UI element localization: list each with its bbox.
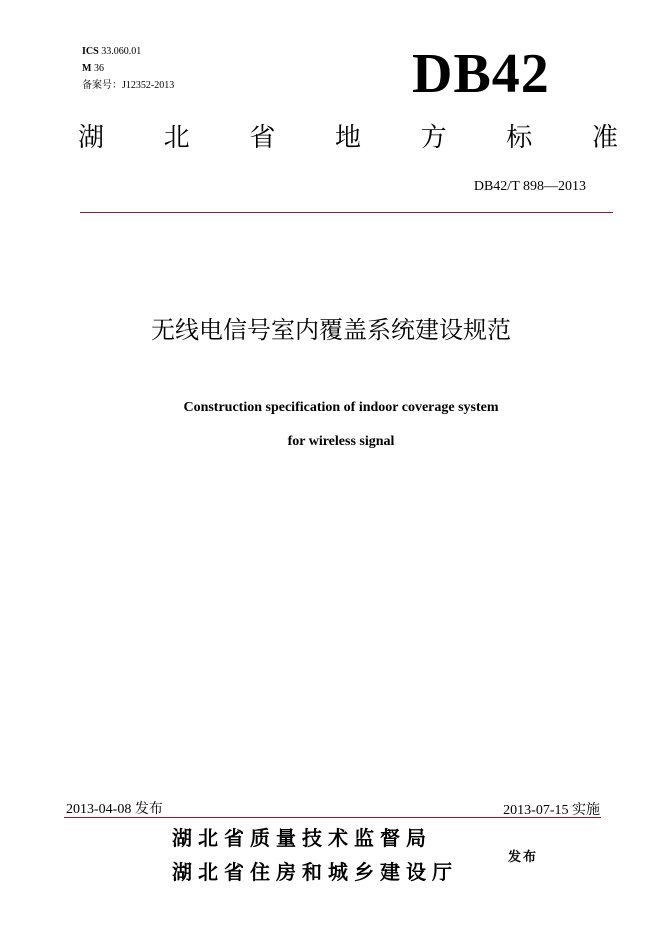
issue-date: 2013-04-08 发布 bbox=[66, 802, 163, 817]
standard-type bbox=[78, 118, 618, 158]
ccs-code bbox=[82, 60, 104, 77]
ccs-label: M bbox=[82, 63, 92, 74]
standard-type-char: 湖 bbox=[78, 123, 105, 153]
standard-number: DB42/T 898—2013 bbox=[473, 179, 586, 194]
standard-type-char: 地 bbox=[334, 123, 361, 153]
standard-type-char: 省 bbox=[249, 123, 276, 153]
issuer-housing-department: 湖北省住房和城乡建设厅 bbox=[172, 860, 458, 884]
title-english-line1: Construction specification of indoor coverage system bbox=[183, 400, 499, 415]
ics-code bbox=[82, 43, 141, 60]
ics-label: ICS bbox=[82, 46, 99, 57]
ccs-value: 36 bbox=[93, 63, 104, 74]
db-logo: DB42 bbox=[412, 43, 550, 105]
title-english-line2: for wireless signal bbox=[287, 434, 395, 449]
ics-value: 33.060.01 bbox=[101, 46, 142, 57]
implementation-date: 2013-07-15 实施 bbox=[503, 803, 600, 818]
footer-divider bbox=[64, 817, 601, 818]
standard-type-char: 标 bbox=[506, 123, 533, 153]
standard-type-char: 准 bbox=[591, 123, 618, 153]
issued-label: 发布 bbox=[508, 850, 539, 865]
title-chinese: 无线电信号室内覆盖系统建设规范 bbox=[151, 316, 511, 344]
record-number: 备案号：J12352-2013 bbox=[82, 80, 175, 91]
standard-type-char: 方 bbox=[420, 123, 447, 153]
standard-type-char: 北 bbox=[163, 123, 190, 153]
header-divider bbox=[80, 212, 613, 213]
issuer-quality-bureau: 湖北省质量技术监督局 bbox=[172, 826, 432, 850]
